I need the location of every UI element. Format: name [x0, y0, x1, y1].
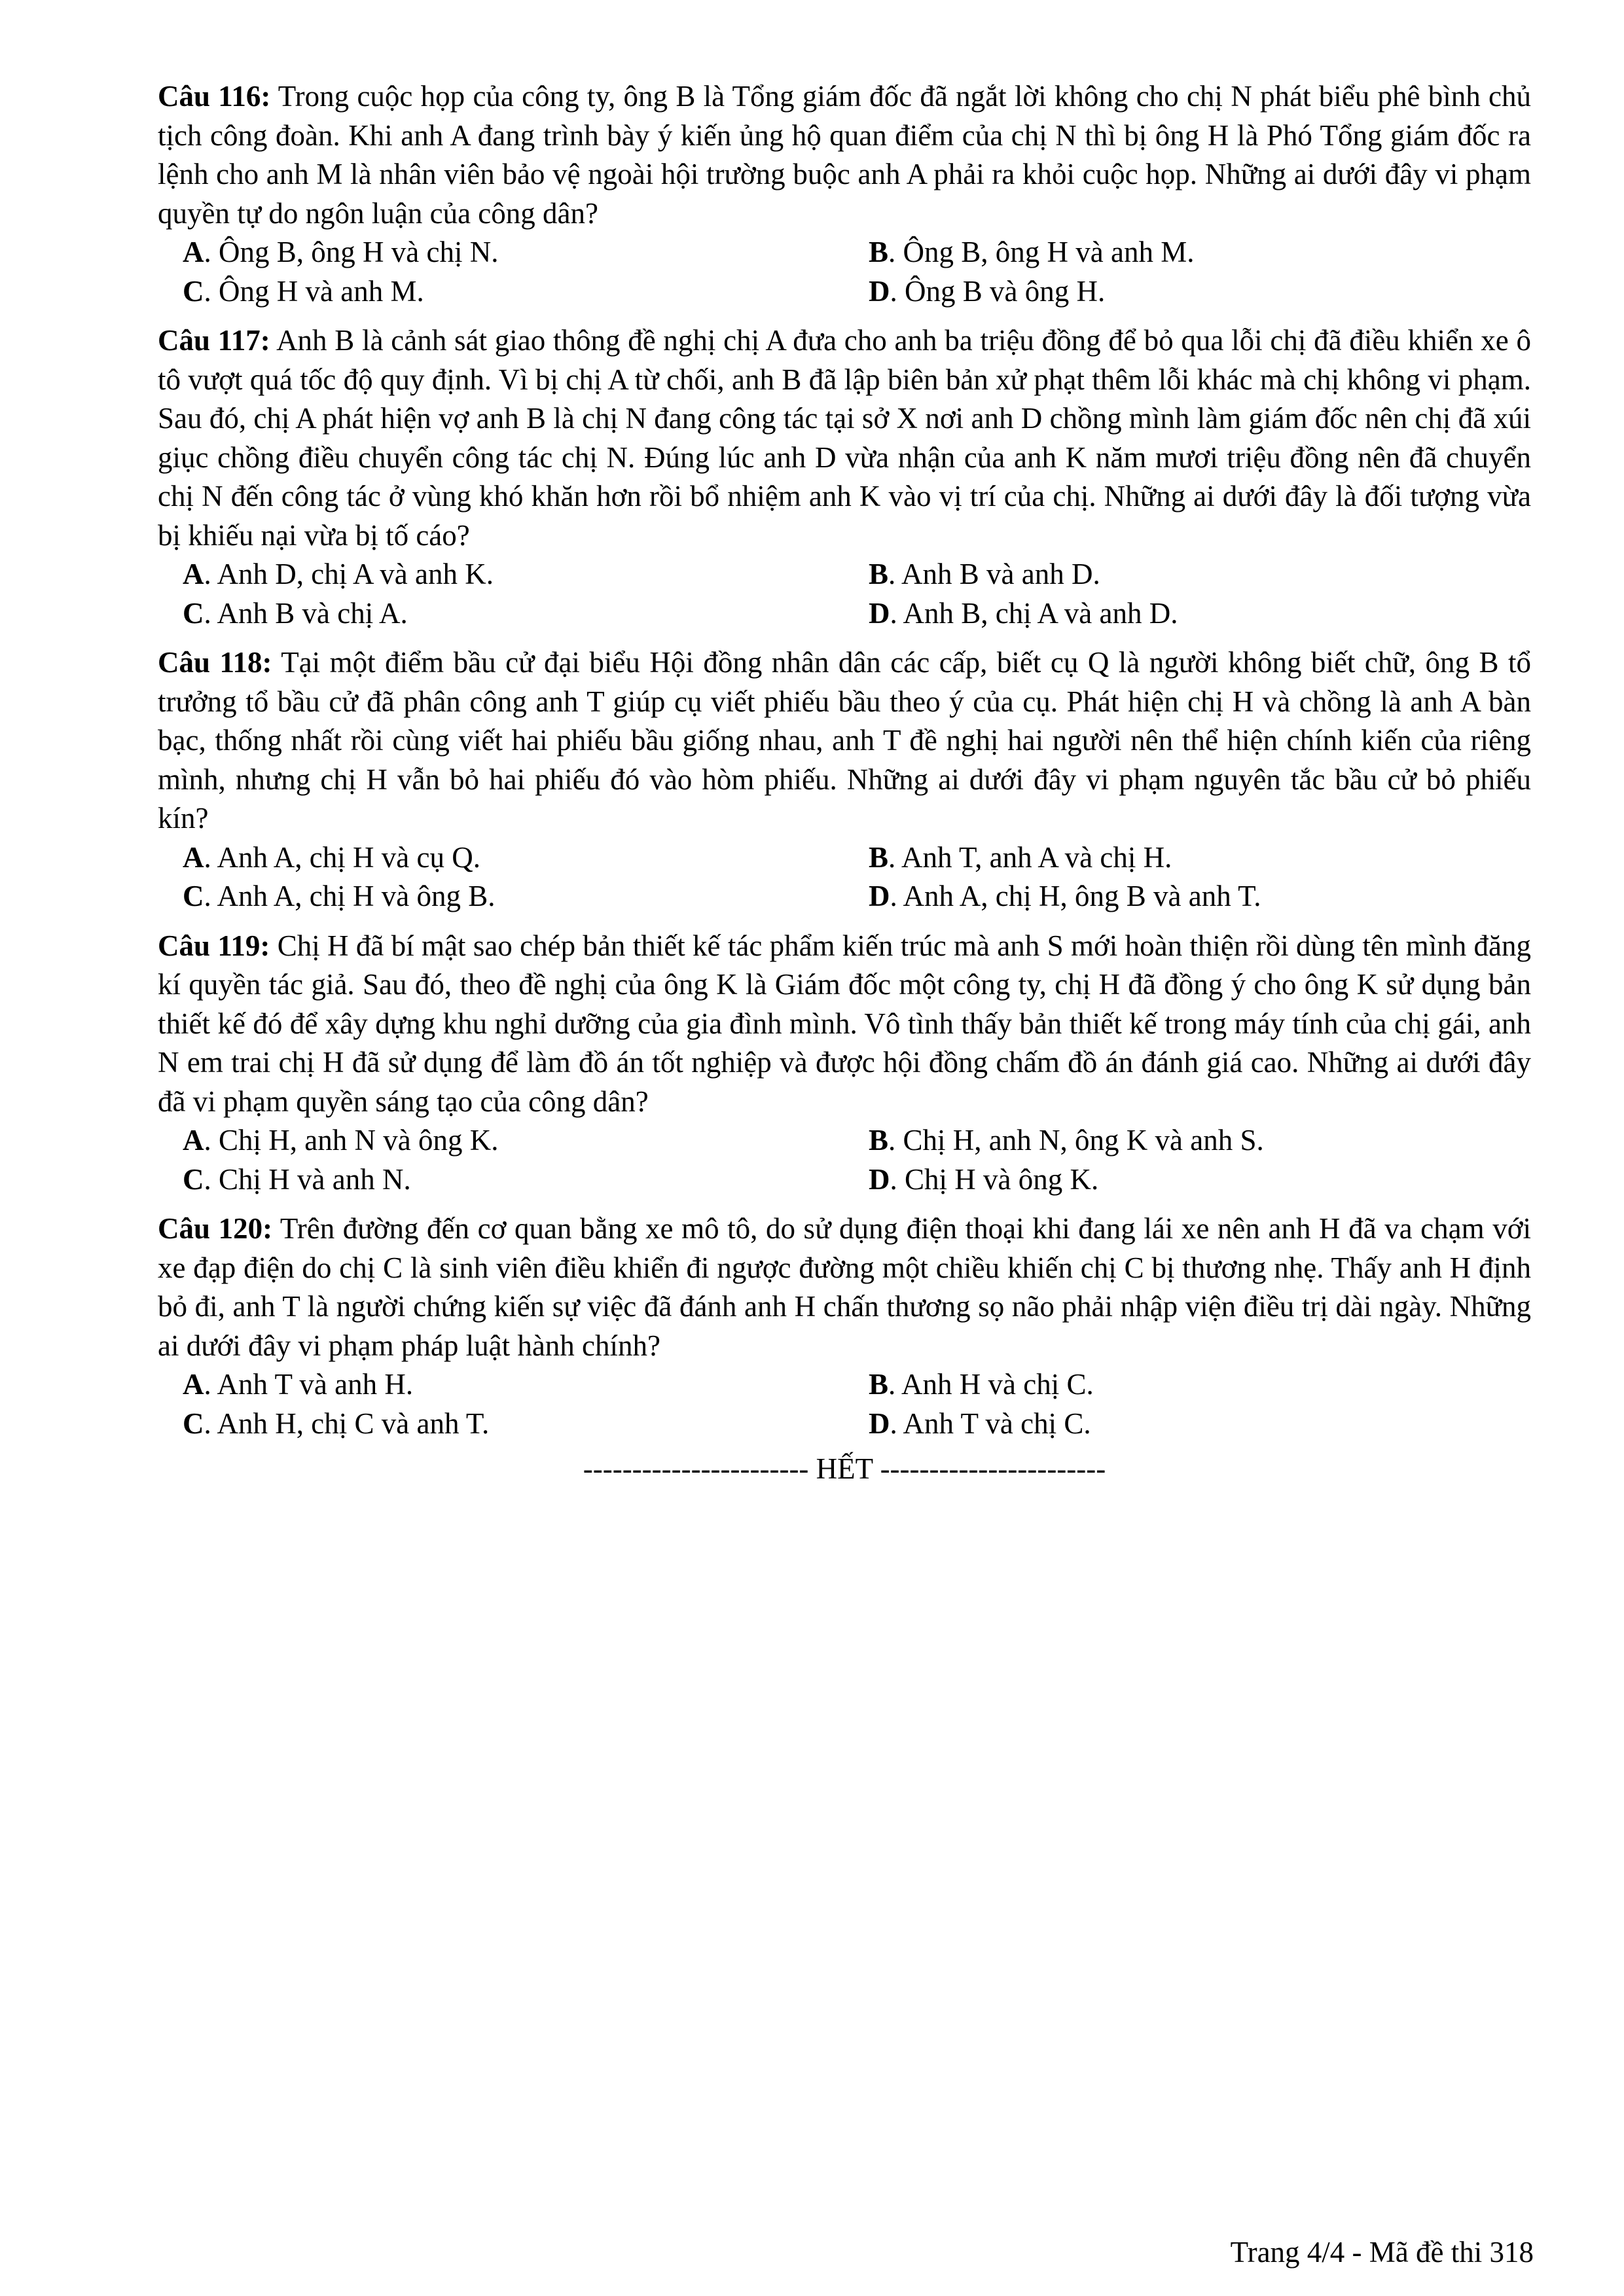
option-text: . Chị H và ông K.	[890, 1162, 1099, 1196]
end-marker: ----------------------- HẾT -----------------------	[583, 1452, 1106, 1485]
option-letter: A	[183, 236, 204, 268]
option-c	[158, 594, 844, 634]
option-letter: B	[869, 840, 889, 874]
option-letter: A	[183, 558, 204, 590]
question-stem	[158, 321, 1531, 555]
option-letter: A	[183, 1124, 204, 1157]
question-stem	[158, 1210, 1531, 1365]
option-d	[844, 1160, 1531, 1200]
option-letter: B	[869, 558, 889, 590]
option-letter: D	[869, 880, 890, 912]
option-letter: B	[869, 236, 889, 268]
option-letter: C	[183, 880, 204, 912]
question-stem	[158, 927, 1531, 1122]
option-text: . Chị H, anh N và ông K.	[204, 1124, 499, 1157]
question-120	[158, 1210, 1531, 1443]
option-text: . Ông B, ông H và chị N.	[204, 236, 499, 268]
option-text: . Chị H và anh N.	[204, 1162, 411, 1196]
option-a	[158, 1365, 844, 1405]
option-letter: C	[183, 1162, 204, 1196]
option-letter: C	[183, 274, 204, 308]
answer-options	[158, 838, 1531, 916]
option-text: . Anh B, chị A và anh D.	[890, 596, 1178, 630]
option-b	[844, 233, 1531, 272]
question-118	[158, 643, 1531, 916]
option-text: . Anh T và chị C.	[890, 1407, 1091, 1440]
option-text: . Ông B và ông H.	[890, 274, 1106, 308]
option-d	[844, 1405, 1531, 1444]
question-text: Chị H đã bí mật sao chép bản thiết kế tác phẩm kiến trúc mà anh S mới hoàn thiện rồi dùng tên mình đăng kí quyền tác giả. Sau đó, theo đề nghị của ông K là Giám đốc một công ty, chị H đã đồng ý cho ông K sử dụng bản thiết kế đó để xây dựng khu nghỉ dưỡng của gia đình mình. Vô tình thấy bản thiết kế trong máy tính của chị gái, anh N em trai chị H đã sử dụng để làm đồ án tốt nghiệp và được hội đồng chấm đồ án đánh giá cao. Những ai dưới đây đã vi phạm quyền sáng tạo của công dân?	[158, 929, 1532, 1118]
option-text: . Ông H và anh M.	[204, 274, 424, 308]
option-c	[158, 1160, 844, 1200]
question-text: Anh B là cảnh sát giao thông đề nghị chị A đưa cho anh ba triệu đồng để bỏ qua lỗi chị đã điều khiển xe ô tô vượt quá tốc độ quy định. Vì bị chị A từ chối, anh B đã lập biên bản xử phạt thêm lỗi khác mà chị không vi phạm. Sau đó, chị A phát hiện vợ anh B là chị N đang công tác tại sở X nơi anh D chồng mình làm giám đốc nên chị đã xúi giục chồng điều chuyển công tác chị N. Đúng lúc anh D vừa nhận của anh K năm mươi triệu đồng nên đã chuyển chị N đến công tác ở vùng khó khăn hơn rồi bổ nhiệm anh K vào vị trí của chị. Những ai dưới đây là đối tượng vừa bị khiếu nại vừa bị tố cáo?	[158, 324, 1532, 552]
question-stem	[158, 643, 1531, 838]
option-a	[158, 1121, 844, 1160]
option-text: . Anh D, chị A và anh K.	[204, 558, 494, 590]
option-letter: B	[869, 1124, 889, 1157]
option-a	[158, 838, 844, 878]
option-a	[158, 555, 844, 594]
option-text: . Anh T và anh H.	[204, 1368, 414, 1401]
option-letter: D	[869, 1407, 890, 1440]
option-letter: C	[183, 1407, 204, 1440]
question-number: Câu 116:	[158, 80, 271, 113]
question-number: Câu 119:	[158, 929, 270, 962]
option-d	[844, 877, 1531, 916]
option-text: . Anh A, chị H và ông B.	[204, 880, 496, 912]
option-d	[844, 272, 1531, 312]
option-letter: C	[183, 596, 204, 630]
question-text: Tại một điểm bầu cử đại biểu Hội đồng nhân dân các cấp, biết cụ Q là người không biết chữ, ông B tổ trưởng tổ bầu cử đã phân công anh T giúp cụ viết phiếu bầu theo ý của cụ. Phát hiện chị H và chồng là anh A bàn bạc, thống nhất rồi cùng viết hai phiếu bầu giống nhau, anh T đề nghị hai người nên thể hiện chính kiến của riêng mình, nhưng chị H vẫn bỏ hai phiếu đó vào hòm phiếu. Những ai dưới đây vi phạm nguyên tắc bầu cử bỏ phiếu kín?	[158, 646, 1532, 834]
option-d	[844, 594, 1531, 634]
option-text: . Chị H, anh N, ông K và anh S.	[888, 1124, 1264, 1157]
option-text: . Ông B, ông H và anh M.	[888, 236, 1195, 268]
option-b	[844, 555, 1531, 594]
answer-options	[158, 1365, 1531, 1443]
option-b	[844, 1121, 1531, 1160]
question-117	[158, 321, 1531, 633]
question-text: Trong cuộc họp của công ty, ông B là Tổng giám đốc đã ngắt lời không cho chị N phát biểu phê bình chủ tịch công đoàn. Khi anh A đang trình bày ý kiến ủng hộ quan điểm của chị N thì bị ông H là Phó Tổng giám đốc ra lệnh cho anh M là nhân viên bảo vệ ngoài hội trường buộc anh A phải ra khỏi cuộc họp. Những ai dưới đây vi phạm quyền tự do ngôn luận của công dân?	[158, 80, 1531, 230]
option-letter: A	[183, 840, 204, 874]
option-letter: D	[869, 1162, 890, 1196]
option-text: . Anh A, chị H, ông B và anh T.	[890, 880, 1261, 912]
question-119	[158, 927, 1531, 1200]
option-letter: A	[183, 1368, 204, 1401]
question-number: Câu 117:	[158, 324, 270, 357]
option-letter: D	[869, 596, 890, 630]
option-text: . Anh H và chị C.	[888, 1368, 1094, 1401]
answer-options	[158, 1121, 1531, 1199]
option-text: . Anh B và chị A.	[204, 596, 408, 630]
page-footer: Trang 4/4 - Mã đề thi 318	[1230, 2236, 1534, 2269]
option-letter: B	[869, 1368, 889, 1401]
question-number: Câu 118:	[158, 646, 272, 679]
question-stem	[158, 77, 1531, 233]
option-letter: D	[869, 274, 890, 308]
option-c	[158, 877, 844, 916]
option-b	[844, 1365, 1531, 1405]
option-text: . Anh H, chị C và anh T.	[204, 1407, 490, 1440]
question-116	[158, 77, 1531, 311]
option-c	[158, 1405, 844, 1444]
option-b	[844, 838, 1531, 878]
question-number: Câu 120:	[158, 1212, 273, 1245]
option-text: . Anh A, chị H và cụ Q.	[204, 840, 480, 874]
option-text: . Anh T, anh A và chị H.	[888, 840, 1172, 874]
exam-page	[158, 77, 1531, 1489]
option-text: . Anh B và anh D.	[888, 558, 1100, 590]
answer-options	[158, 555, 1531, 633]
question-text: Trên đường đến cơ quan bằng xe mô tô, do sử dụng điện thoại khi đang lái xe nên anh H đã va chạm với xe đạp điện do chị C là sinh viên điều khiển đi ngược đường một chiều khiến chị C bị thương nhẹ. Thấy anh H định bỏ đi, anh T là người chứng kiến sự việc đã đánh anh H chấn thương sọ não phải nhập viện điều trị dài ngày. Những ai dưới đây vi phạm pháp luật hành chính?	[158, 1212, 1532, 1362]
answer-options	[158, 233, 1531, 311]
option-a	[158, 233, 844, 272]
option-c	[158, 272, 844, 312]
